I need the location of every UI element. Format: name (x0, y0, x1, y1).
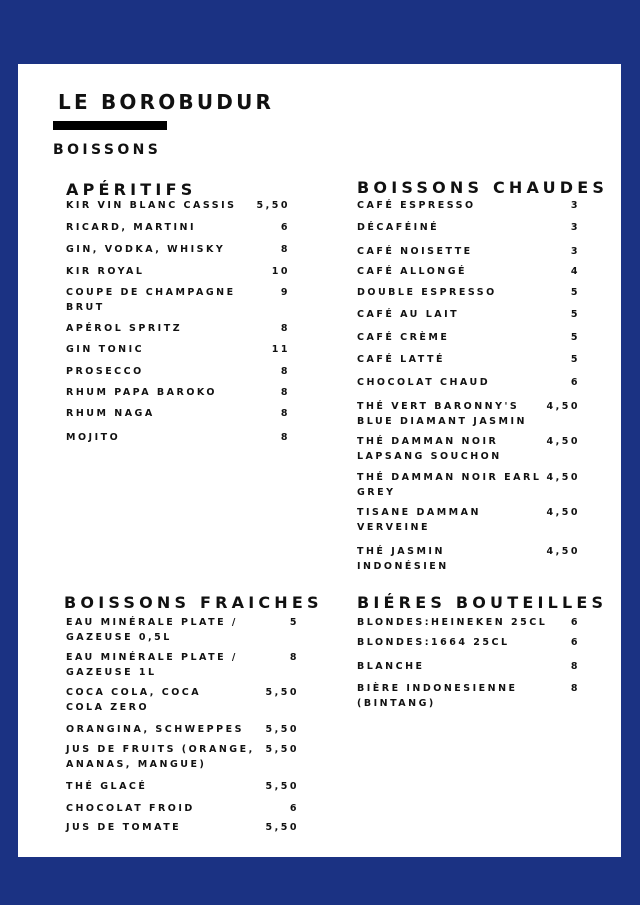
menu-item-name: EAU MINÉRALE PLATE / GAZEUSE 1L (66, 652, 238, 678)
menu-item-name: CHOCOLAT FROID (66, 803, 195, 814)
menu-item-name: RHUM NAGA (66, 408, 155, 419)
menu-item-name: BLANCHE (357, 661, 425, 672)
menu-item-price: 9 (280, 287, 290, 298)
menu-item-name: BLONDES:HEINEKEN 25CL (357, 617, 548, 628)
menu-item-name: CAFÉ LATTÉ (357, 354, 445, 365)
menu-item-price: 5,50 (256, 200, 290, 211)
menu-item-name: MOJITO (66, 432, 121, 443)
menu-item-name: JUS DE TOMATE (66, 822, 182, 833)
menu-item-price: 8 (570, 683, 580, 694)
title-underline (53, 121, 167, 130)
menu-item-name: THÉ DAMMAN NOIR EARL GREY (357, 472, 542, 498)
menu-item-price: 8 (280, 366, 290, 377)
menu-item-price: 5,50 (265, 744, 299, 755)
menu-item-name: DÉCAFÉINÉ (357, 222, 440, 233)
menu-item-name: ORANGINA, SCHWEPPES (66, 724, 244, 735)
restaurant-name: LE BOROBUDUR (58, 90, 275, 114)
menu-item-price: 6 (280, 222, 290, 233)
menu-item-price: 4,50 (546, 507, 580, 518)
menu-item-name: CAFÉ ALLONGÉ (357, 266, 468, 277)
menu-item-price: 4,50 (546, 546, 580, 557)
menu-item-name: CHOCOLAT CHAUD (357, 377, 491, 388)
menu-item-name: APÉROL SPRITZ (66, 323, 183, 334)
menu-item-price: 11 (271, 344, 290, 355)
menu-item-name: RHUM PAPA BAROKO (66, 387, 217, 398)
menu-item-name: COCA COLA, COCA COLA ZERO (66, 687, 202, 713)
menu-subtitle: BOISSONS (53, 142, 162, 158)
menu-item-price: 3 (570, 222, 580, 233)
menu-item-price: 8 (280, 387, 290, 398)
menu-item-price: 3 (570, 200, 580, 211)
menu-item-price: 5,50 (265, 781, 299, 792)
menu-item-name: TISANE DAMMAN VERVEINE (357, 507, 481, 533)
menu-item-price: 5 (289, 617, 299, 628)
section-title: BOISSONS CHAUDES (357, 178, 609, 197)
menu-item-name: CAFÉ AU LAIT (357, 309, 460, 320)
menu-item-name: THÉ DAMMAN NOIR LAPSANG SOUCHON (357, 436, 502, 462)
menu-item-price: 6 (289, 803, 299, 814)
menu-item-name: PROSECCO (66, 366, 144, 377)
menu-item-price: 5,50 (265, 687, 299, 698)
menu-item-name: GIN TONIC (66, 344, 145, 355)
menu-item-price: 8 (280, 244, 290, 255)
menu-item-price: 6 (570, 377, 580, 388)
menu-item-name: THÉ VERT BARONNY'S BLUE DIAMANT JASMIN (357, 401, 527, 427)
menu-item-price: 4 (570, 266, 580, 277)
menu-item-price: 8 (280, 323, 290, 334)
menu-item-name: THÉ JASMIN INDONÉSIEN (357, 546, 449, 572)
menu-item-name: BLONDES:1664 25CL (357, 637, 510, 648)
menu-item-name: KIR ROYAL (66, 266, 145, 277)
menu-item-price: 5 (570, 354, 580, 365)
menu-item-price: 8 (280, 432, 290, 443)
section-title: BIÉRES BOUTEILLES (357, 593, 608, 612)
menu-item-price: 5 (570, 287, 580, 298)
menu-item-name: CAFÉ CRÈME (357, 332, 450, 343)
section-title: APÉRITIFS (66, 180, 197, 199)
menu-item-price: 4,50 (546, 401, 580, 412)
menu-item-name: RICARD, MARTINI (66, 222, 196, 233)
menu-item-price: 5 (570, 332, 580, 343)
menu-item-name: CAFÉ NOISETTE (357, 246, 473, 257)
menu-item-name: KIR VIN BLANC CASSIS (66, 200, 237, 211)
menu-item-price: 5,50 (265, 724, 299, 735)
section-title: BOISSONS FRAICHES (64, 593, 323, 612)
menu-item-name: DOUBLE ESPRESSO (357, 287, 497, 298)
menu-item-name: THÉ GLACÉ (66, 781, 148, 792)
menu-item-price: 4,50 (546, 436, 580, 447)
menu-item-price: 5,50 (265, 822, 299, 833)
menu-item-name: GIN, VODKA, WHISKY (66, 244, 226, 255)
menu-item-price: 6 (570, 637, 580, 648)
menu-item-price: 8 (289, 652, 299, 663)
menu-item-name: COUPE DE CHAMPAGNE BRUT (66, 287, 236, 313)
menu-item-name: JUS DE FRUITS (ORANGE, ANANAS, MANGUE) (66, 744, 255, 770)
menu-item-price: 6 (570, 617, 580, 628)
menu-item-price: 5 (570, 309, 580, 320)
menu-item-name: BIÈRE INDONESIENNE (BINTANG) (357, 683, 518, 709)
menu-item-price: 10 (271, 266, 290, 277)
menu-item-price: 8 (280, 408, 290, 419)
menu-item-name: CAFÉ ESPRESSO (357, 200, 476, 211)
menu-item-price: 3 (570, 246, 580, 257)
menu-page (18, 64, 621, 857)
menu-item-price: 8 (570, 661, 580, 672)
menu-item-price: 4,50 (546, 472, 580, 483)
menu-item-name: EAU MINÉRALE PLATE / GAZEUSE 0,5L (66, 617, 238, 643)
